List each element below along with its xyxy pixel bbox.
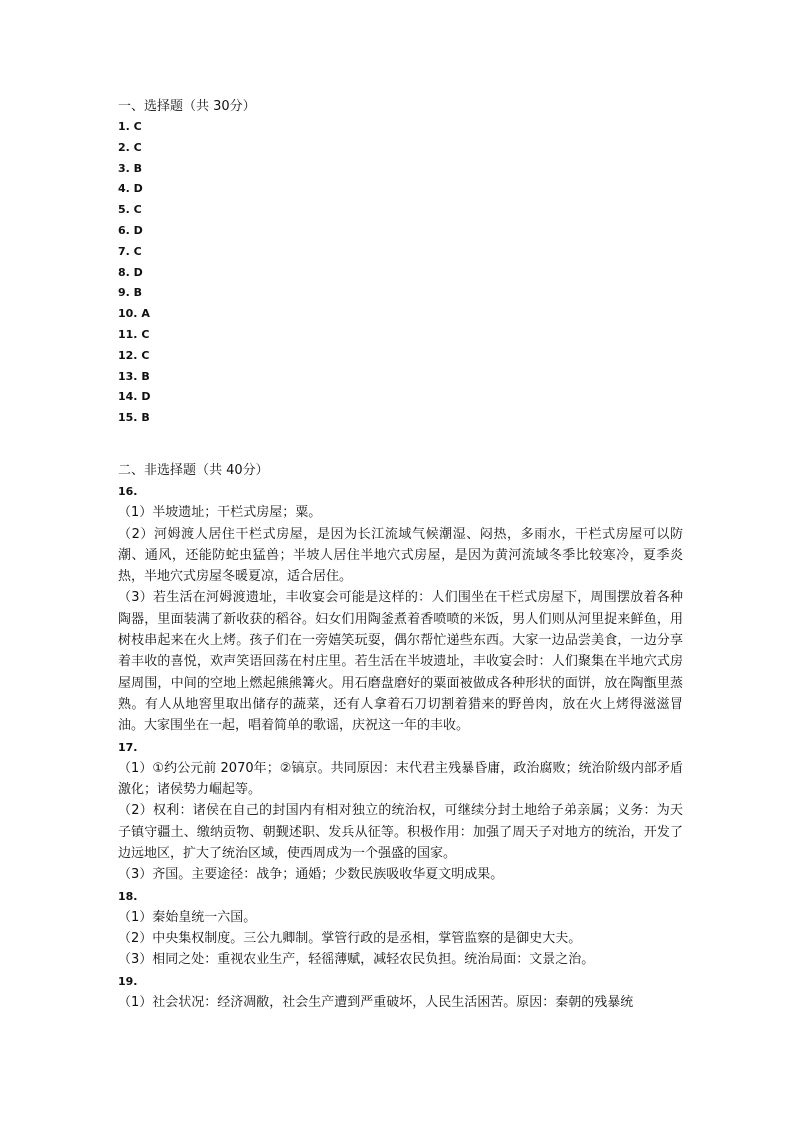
question-18-part-1: （1）秦始皇统一六国。: [118, 909, 257, 925]
mc-answer: 9. B: [118, 286, 143, 300]
section-1-title: 一、选择题（共 30分）: [118, 99, 256, 114]
mc-answer: 12. C: [118, 348, 150, 362]
mc-answer: 14. D: [118, 390, 151, 404]
answer-key: [118, 96, 683, 1013]
mc-answer: 6. D: [118, 223, 143, 237]
question-18-part-2: （2）中央集权制度。三公九卿制。掌管行政的是丞相，掌管监察的是御史大夫。: [118, 931, 582, 947]
mc-answer: 8. D: [118, 265, 143, 279]
question-17-part-3: （3）齐国。主要途径：战争；通婚；少数民族吸收华夏文明成果。: [118, 867, 504, 883]
multiple-choice-answers: [118, 117, 683, 429]
question-16-number: 16.: [118, 484, 138, 498]
question-18-part-3: （3）相同之处：重视农业生产，轻徭薄赋，减轻农民负担。统治局面：文景之治。: [118, 952, 595, 968]
section-spacer: [118, 429, 683, 460]
mc-answer: 11. C: [118, 327, 150, 341]
question-19-number: 19.: [118, 974, 138, 988]
question-16-part-3: （3）若生活在河姆渡遗址，丰收宴会可能是这样的：人们围坐在干栏式房屋下，周围摆放着各种陶器，里面装满了新收获的稻谷。妇女们用陶釜煮着香喷喷的米饭，男人们则从河里捉来鲜鱼，用树枝串起来在火上烤。孩子们在一旁嬉笑玩耍，偶尔帮忙递些东西。大家一边品尝美食，一边分享着丰收的喜悦，欢声笑语回荡在村庄里。若生活在半坡遗址，丰收宴会时：人们聚集在半地穴式房屋周围，中间的空地上燃起熊熊篝火。用石磨盘磨好的粟面被做成各种形状的面饼，放在陶甑里蒸熟。有人从地窖里取出储存的蔬菜，还有人拿着石刀切割着猎来的野兽肉，放在火上烤得滋滋冒油。大家围坐在一起，唱着简单的歌谣，庆祝这一年的丰收。: [118, 590, 683, 734]
question-16-part-1: （1）半坡遗址；干栏式房屋；粟。: [118, 505, 322, 521]
mc-answer: 13. B: [118, 369, 150, 383]
mc-answer: 4. D: [118, 182, 143, 196]
question-17-part-2: （2）权利：诸侯在自己的封国内有相对独立的统治权，可继续分封土地给子弟亲属；义务：为天子镇守疆土、缴纳贡物、朝觐述职、发兵从征等。积极作用：加强了周天子对地方的统治，开发了边远地区，扩大了统治区域，使西周成为一个强盛的国家。: [118, 803, 683, 861]
mc-answer: 2. C: [118, 140, 142, 154]
mc-answer: 1. C: [118, 120, 142, 133]
mc-answer: 10. A: [118, 307, 150, 321]
section-2-title: 二、非选择题（共 40分）: [118, 462, 269, 478]
question-18-number: 18.: [118, 889, 138, 903]
question-17-part-1: （1）①约公元前 2070年；②镐京。共同原因：末代君主残暴昏庸，政治腐败；统治阶级内部矛盾激化；诸侯势力崛起等。: [118, 760, 683, 798]
question-17-number: 17.: [118, 740, 138, 754]
mc-answer: 7. C: [118, 244, 142, 258]
question-16-part-2: （2）河姆渡人居住干栏式房屋，是因为长江流域气候潮湿、闷热，多雨水，干栏式房屋可以防潮、通风，还能防蛇虫猛兽；半坡人居住半地穴式房屋，是因为黄河流域冬季比较寒冷，夏季炎热，半地穴式房屋冬暖夏凉，适合居住。: [118, 526, 683, 585]
question-19-part-1: （1）社会状况：经济凋敝，社会生产遭到严重破坏，人民生活困苦。原因：秦朝的残暴统: [118, 995, 634, 1011]
mc-answer: 15. B: [118, 411, 150, 425]
mc-answer: 5. C: [118, 203, 142, 217]
mc-answer: 3. B: [118, 161, 143, 175]
